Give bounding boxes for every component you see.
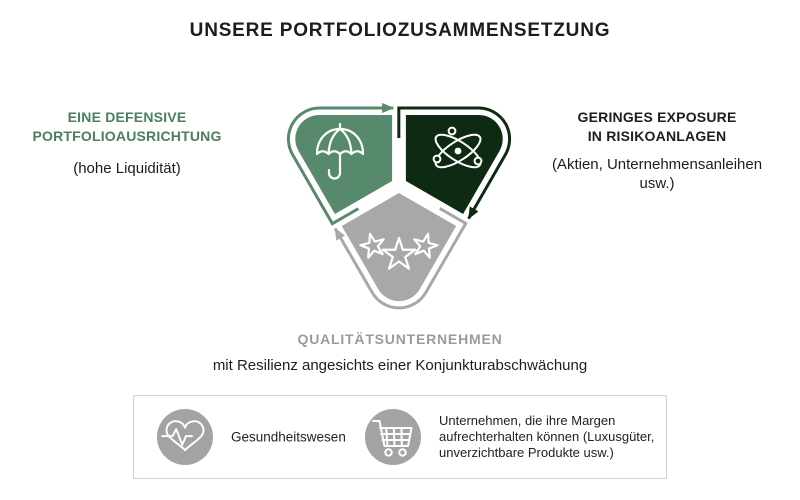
quality-heading: QUALITÄTSUNTERNEHMEN [297,331,503,347]
right-callout-sub: (Aktien, Unternehmensanleihen usw.) [551,156,763,192]
badge-circle [365,409,421,465]
left-callout-sub: (hohe Liquidität) [73,160,181,177]
right-callout-heading: GERINGES EXPOSURE IN RISIKOANLAGEN [577,109,737,144]
healthcare-badge [157,409,213,465]
left-callout-heading: EINE DEFENSIVE PORTFOLIOAUSRICHTUNG [32,109,222,144]
margins-badge [365,409,421,465]
healthcare-label: Gesundheitswesen [231,429,346,445]
margins-label: Unternehmen, die ihre Margen aufrechterhalten können (Luxusgüter, unverzichtbare Produkte usw.) [439,413,655,460]
quality-subtext: mit Resilienz angesichts einer Konjunkturabschwächung [212,357,588,374]
bottom-panel [133,395,667,479]
page-title: UNSERE PORTFOLIOZUSAMMENSETZUNG [189,20,611,41]
